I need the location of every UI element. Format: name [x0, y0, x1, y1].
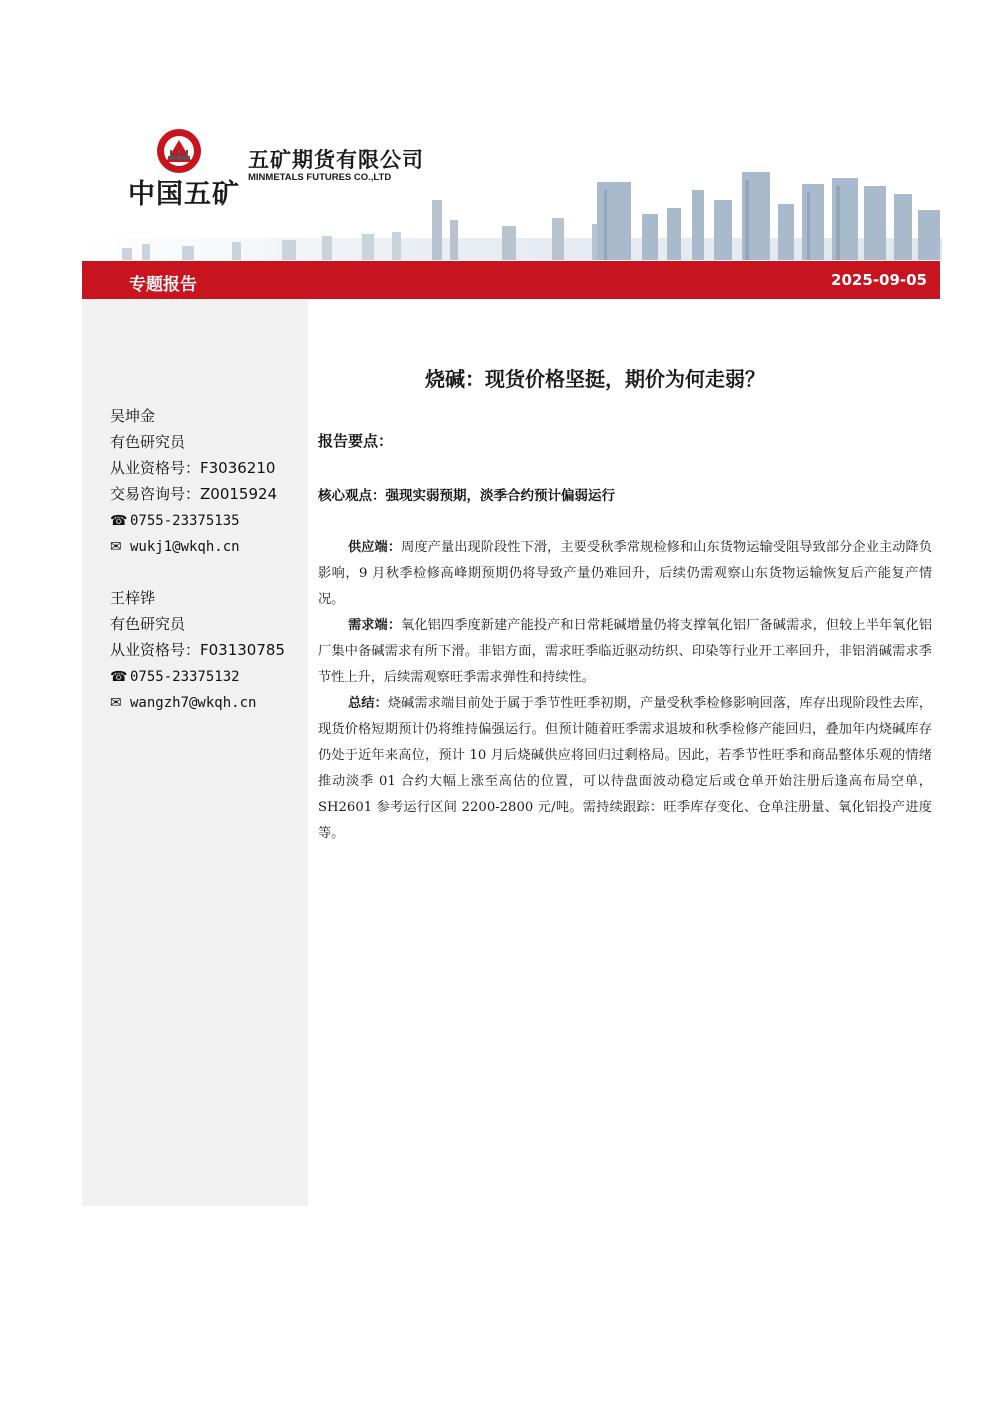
key-points-heading: 报告要点：	[318, 432, 394, 450]
author-consult: 交易咨询号：Z0015924	[110, 485, 278, 503]
author-block	[110, 585, 285, 715]
author-name: 吴坤金	[110, 407, 156, 425]
demand-paragraph	[318, 613, 932, 691]
summary-text: 烧碱需求端目前处于属于季节性旺季初期，产量受秋季检修影响回落，库存出现阶段性去库，现货价格短期预计仍将维持偏强运行。但预计随着旺季需求退坡和秋季检修产能回归，叠加年内烧碱库存仍处于近年来高位，预计 10 月后烧碱供应将回归过剩格局。因此，若季节性旺季和商品整体乐观的情绪推动淡季 01 合约大幅上涨至高估的位置，可以待盘面波动稳定后或仓单开始注册后逢高布局空单，SH2601 参考运行区间 2200-2800 元/吨。需持续跟踪：旺季库存变化、仓单注册量、氧化铝投产进度等。	[318, 696, 933, 841]
logo-text: 中国五矿	[128, 179, 240, 210]
company-name-en: MINMETALS FUTURES CO.,LTD	[248, 172, 392, 183]
report-title: 烧碱：现货价格坚挺，期价为何走弱？	[425, 367, 765, 391]
report-date: 2025-09-05	[831, 271, 927, 289]
author-phone-row	[110, 663, 285, 689]
supply-text: 周度产量出现阶段性下滑，主要受秋季常规检修和山东货物运输受阻导致部分企业主动降负影响，9 月秋季检修高峰期预期仍将导致产量仍难回升，后续仍需观察山东货物运输恢复后产能复产情况。	[318, 540, 933, 607]
summary-paragraph	[318, 691, 932, 847]
report-header	[82, 120, 942, 260]
author-email-row	[110, 689, 285, 715]
author-sidebar	[82, 299, 308, 1206]
city-skyline-image	[82, 160, 942, 260]
author-role: 有色研究员	[110, 615, 186, 633]
phone-icon: ☎	[110, 513, 128, 529]
summary-label: 总结：	[348, 696, 388, 711]
supply-label: 供应端：	[348, 540, 402, 555]
phone-icon: ☎	[110, 669, 128, 685]
author-email[interactable]: wangzh7@wkqh.cn	[130, 695, 257, 711]
email-icon: ✉	[110, 539, 122, 555]
email-icon: ✉	[110, 695, 122, 711]
demand-text: 氧化铝四季度新建产能投产和日常耗碱增量仍将支撑氧化铝厂备碱需求，但较上半年氧化铝厂集中备碱需求有所下滑。非铝方面，需求旺季临近驱动纺织、印染等行业开工率回升，非铝消碱需求季节性上升，后续需观察旺季需求弹性和持续性。	[318, 618, 933, 685]
author-phone: 0755-23375135	[130, 513, 240, 529]
supply-paragraph	[318, 535, 932, 613]
company-name-cn: 五矿期货有限公司	[248, 148, 424, 172]
core-view: 核心观点：强现实弱预期，淡季合约预计偏弱运行	[318, 488, 615, 504]
author-role: 有色研究员	[110, 433, 186, 451]
report-banner	[82, 261, 940, 299]
author-email[interactable]: wukj1@wkqh.cn	[130, 539, 240, 555]
author-email-row	[110, 533, 277, 559]
author-name: 王梓铧	[110, 589, 156, 607]
author-phone: 0755-23375132	[130, 669, 240, 685]
author-phone-row	[110, 507, 277, 533]
demand-label: 需求端：	[348, 618, 402, 633]
author-cert: 从业资格号：F3036210	[110, 459, 276, 477]
author-block	[110, 403, 277, 559]
report-type-label: 专题报告	[129, 275, 197, 295]
author-cert: 从业资格号：F03130785	[110, 641, 285, 659]
